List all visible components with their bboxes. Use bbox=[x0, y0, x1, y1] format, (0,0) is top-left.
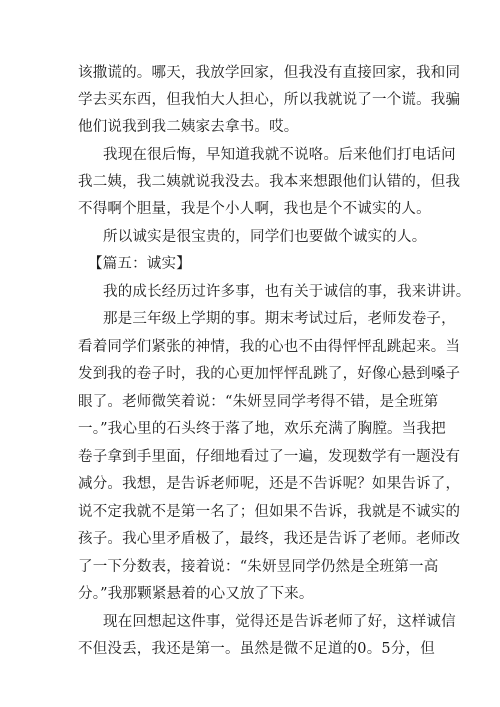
text-line: 一。”我心里的石头终于落了地，欢乐充满了胸膛。当我把 bbox=[78, 421, 446, 437]
text-line: 说不定我就不是第一名了；但如果不告诉，我就是不诚实的 bbox=[78, 504, 461, 520]
text-line: 该撒谎的。哪天，我放学回家，但我没有直接回家，我和同 bbox=[78, 65, 461, 81]
text-line: 学去买东西，但我怕大人担心，所以我就说了一个谎。我骗 bbox=[78, 92, 461, 108]
text-line: 减分。我想，是告诉老师呢，还是不告诉呢？如果告诉了， bbox=[78, 476, 461, 492]
text-line: 所以诚实是很宝贵的，同学们也要做个诚实的人。 bbox=[103, 229, 427, 245]
text-line: 孩子。我心里矛盾极了，最终，我还是告诉了老师。老师改 bbox=[78, 531, 461, 547]
text-line: 看着同学们紧张的神情，我的心也不由得怦怦乱跳起来。当 bbox=[78, 339, 461, 355]
text-line: 卷子拿到手里面，仔细地看过了一遍，发现数学有一题没有 bbox=[78, 449, 461, 465]
text-line: 不得啊个胆量，我是个小人啊，我也是个不诚实的人。 bbox=[78, 201, 431, 217]
text-line: 我二姨，我二姨就说我没去。我本来想跟他们认错的，但我 bbox=[78, 174, 461, 190]
text-line: 现在回想起这件事，觉得还是告诉老师了好，这样诚信 bbox=[103, 614, 456, 630]
text-line: 了一下分数表，接着说：“朱妍昱同学仍然是全班第一高 bbox=[78, 559, 439, 575]
text-line: 不但没丢，我还是第一。虽然是微不足道的0。5分，但 bbox=[78, 641, 435, 657]
section-heading: 【篇五：诚实】 bbox=[88, 256, 191, 272]
text-line: 发到我的卷子时，我的心更加怦怦乱跳了，好像心悬到嗓子 bbox=[78, 366, 461, 382]
text-line: 分。”我那颗紧悬着的心又放了下来。 bbox=[78, 586, 314, 602]
text-line: 他们说我到我二姨家去拿书。哎。 bbox=[78, 119, 299, 135]
text-line: 我的成长经历过许多事，也有关于诚信的事，我来讲讲。 bbox=[103, 284, 471, 300]
text-line: 那是三年级上学期的事。期末考试过后，老师发卷子， bbox=[103, 311, 456, 327]
text-line: 我现在很后悔，早知道我就不说咯。后来他们打电话问 bbox=[103, 147, 456, 163]
text-line: 眼了。老师微笑着说：“朱妍昱同学考得不错，是全班第 bbox=[78, 394, 439, 410]
